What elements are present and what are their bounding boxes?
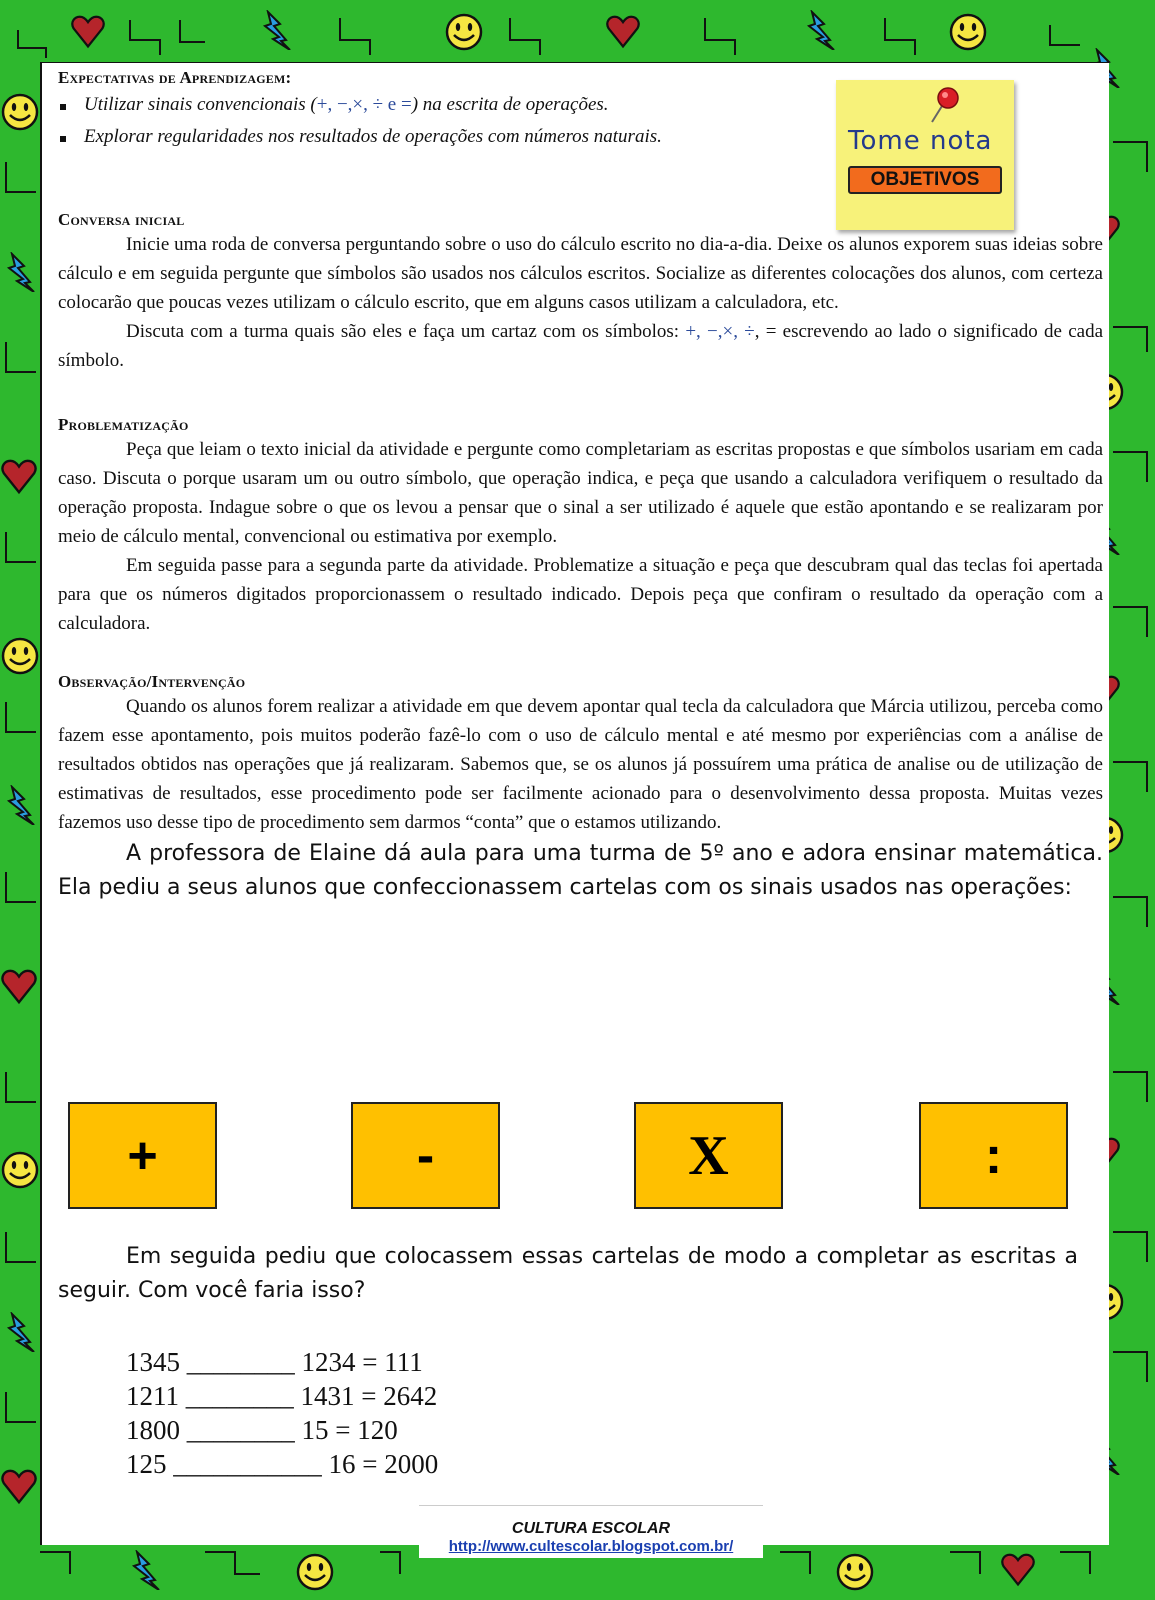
list-item: Explorar regularidades nos resultados de operações com números naturais. [58, 126, 828, 148]
paragraph [58, 317, 1103, 375]
paragraph: Peça que leiam o texto inicial da atividade e pergunte como completariam as escritas propostas e que símbolos usariam em cada caso. Discuta o porque usaram um ou outro símbolo, que operação indica, e peça que usando a calculadora verifiquem o resultado da operação proposta. Indague sobre o que os levou a pensar que o sinal a ser utilizado é aquele que estão apontando e se realizaram por meio de cálculo mental, convencional ou estimativa por exemplo. [58, 439, 1103, 547]
paragraph-text: Discuta com a turma quais são eles e faça um cartaz com os símbolos: [126, 321, 680, 342]
heart-icon [605, 10, 641, 54]
lightning-icon [800, 10, 840, 50]
lightning-icon [0, 1312, 40, 1352]
problematizacao-heading: Problematização [58, 415, 189, 434]
paragraph: Em seguida passe para a segunda parte da atividade. Problematize a situação e peça que descubram qual das teclas foi apertada para que os números digitados proporcionassem o resultado indicado. Depois peça que confiram o resultado da operação com a calculadora. [58, 555, 1103, 634]
bullet-text: Utilizar sinais convencionais ( [84, 94, 317, 115]
smiley-icon [0, 92, 40, 132]
paragraph: Inicie uma roda de conversa perguntando sobre o uso do cálculo escrito no dia-a-dia. Deixe os alunos exporem suas ideias sobre cálculo e em seguida pergunte que símbolos são usados nos cálculos escritos. Socialize as diferentes colocações dos alunos, com certeza colocarão que poucas vezes utilizam o cálculo escrito, que em alguns casos utilizam a calculadora, etc. [58, 234, 1103, 313]
observacao-heading: Observação/Intervenção [58, 672, 246, 691]
smiley-icon [948, 12, 988, 52]
lightning-icon [125, 1550, 165, 1590]
equation: 1800 ________ 15 = 120 [126, 1415, 398, 1445]
card-times: X [634, 1102, 783, 1209]
heart-icon [1000, 1548, 1036, 1592]
heart-icon [0, 965, 38, 1009]
heart-icon [0, 455, 38, 499]
heart-icon [0, 1465, 38, 1509]
equation: 125 ___________ 16 = 2000 [126, 1449, 439, 1479]
footer-box [419, 1505, 763, 1558]
expectations-heading: Expectativas de Aprendizagem: [58, 68, 292, 87]
document-body [58, 62, 1103, 905]
lightning-icon [0, 252, 40, 292]
footer-title: CULTURA ESCOLAR [511, 1520, 671, 1537]
operation-cards [68, 1102, 1068, 1207]
conversa-heading: Conversa inicial [58, 210, 185, 229]
smiley-icon [444, 12, 484, 52]
smiley-icon [295, 1552, 335, 1592]
paragraph-text: , = escrevendo ao lado o significado de cada símbolo. [58, 321, 1103, 371]
lightning-icon [0, 785, 40, 825]
objectives-badge: OBJETIVOS [848, 166, 1002, 194]
card-plus: + [68, 1102, 217, 1209]
sticky-note-title: Tome nota [848, 126, 993, 156]
operation-symbols: +, −,×, ÷ e = [316, 94, 412, 115]
story-paragraph: A professora de Elaine dá aula para uma turma de 5º ano e adora ensinar matemática. Ela pediu a seus alunos que confeccionassem cartelas com os sinais usados nas operações: [58, 841, 1103, 900]
smiley-icon [0, 636, 40, 676]
story-continuation [58, 1240, 1078, 1308]
smiley-icon [835, 1552, 875, 1592]
heart-icon [70, 10, 106, 54]
footer-link[interactable]: http://www.cultescolar.blogspot.com.br/ [448, 1538, 734, 1555]
bullet-text: ) na escrita de operações. [411, 94, 609, 115]
equations-list [126, 1345, 438, 1481]
equation: 1211 ________ 1431 = 2642 [126, 1381, 438, 1411]
paragraph: Quando os alunos forem realizar a atividade em que devem apontar qual tecla da calculadora que Márcia utilizou, perceba como fazem esse apontamento, pois muitos poderão fazê-lo com o uso de cálculo mental e até mesmo por experiências com a análise de resultados obtidos nas operações que já realizaram. Sabemos que, se os alunos já possuírem uma prática de analise ou de utilização de estimativas de resultados, esse procedimento pode ser facilmente acionado para o desenvolvimento dessa proposta. Muitas vezes fazemos uso desse tipo de procedimento sem darmos “conta” que o estamos utilizando. [58, 696, 1103, 833]
lightning-icon [256, 10, 296, 50]
card-divide: : [919, 1102, 1068, 1209]
story-paragraph: Em seguida pediu que colocassem essas cartelas de modo a completar as escritas a seguir. Com você faria isso? [58, 1244, 1078, 1303]
equation: 1345 ________ 1234 = 111 [126, 1347, 423, 1377]
expectations-list [58, 94, 828, 148]
smiley-icon [0, 1150, 40, 1190]
list-item [58, 94, 828, 116]
card-minus: - [351, 1102, 500, 1209]
operation-symbols: +, −,×, ÷ [685, 321, 755, 342]
